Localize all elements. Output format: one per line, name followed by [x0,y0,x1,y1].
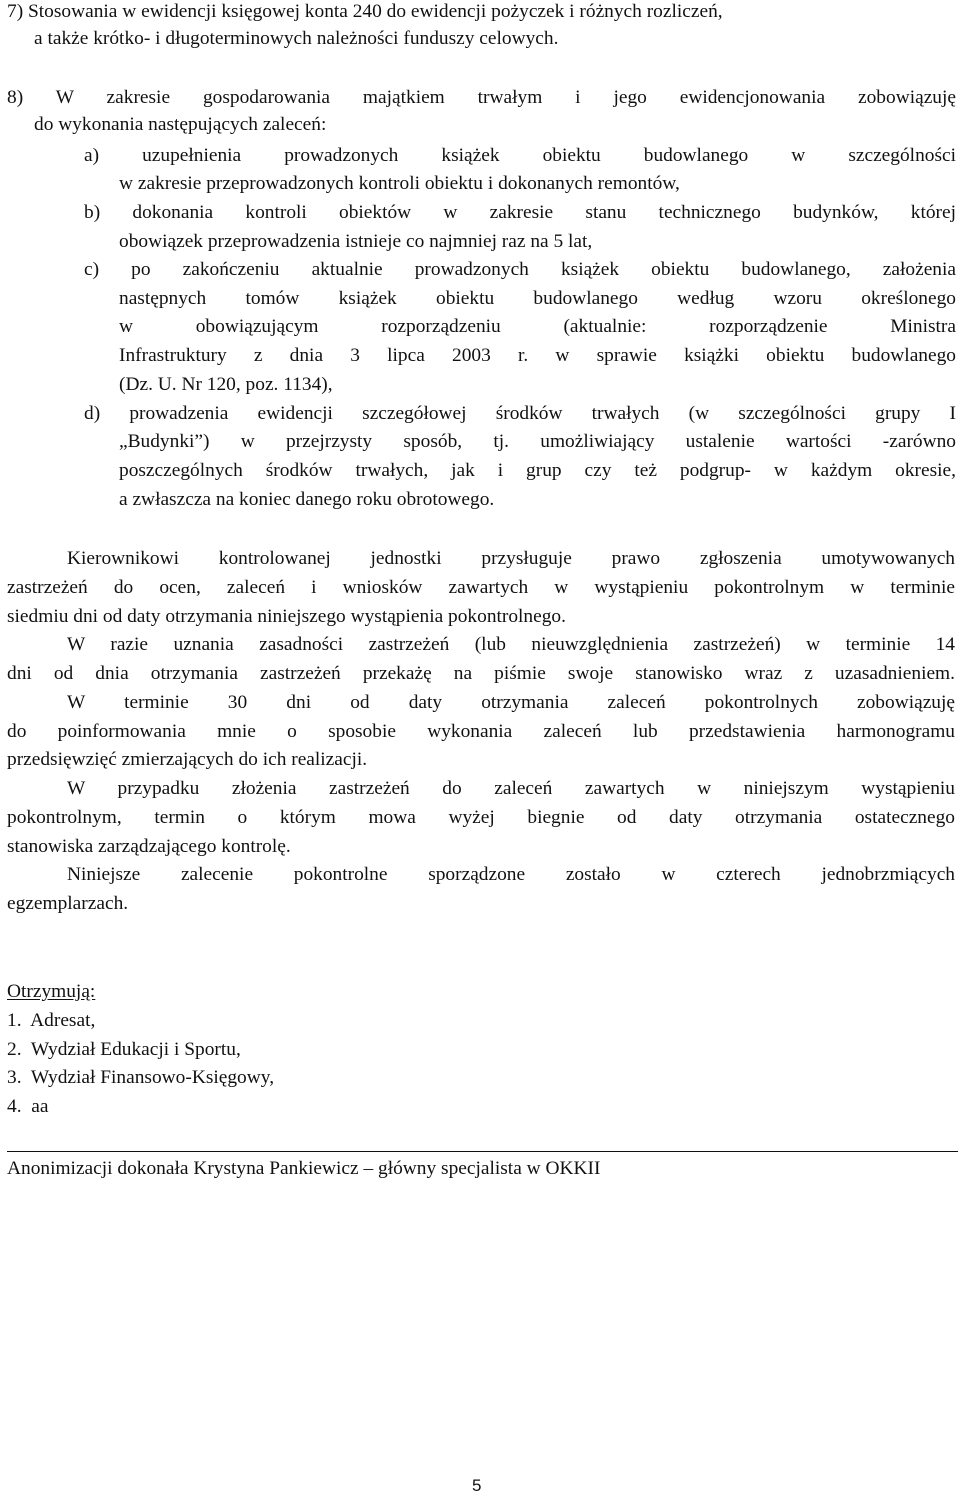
item-8-intro-line-2: do wykonania następujących zaleceń: [34,114,327,135]
recipient-item: 1. Adresat, [7,1010,96,1031]
recipient-item: 4. aa [7,1096,49,1117]
item-8d-line-3: poszczególnych środków trwałych, jak i grup czy też podgrup- w każdym okresie, [119,460,956,481]
item-8a-line-2: w zakresie przeprowadzonych kontroli obiektu i dokonanych remontów, [119,173,680,194]
item-8c-line-4: Infrastruktury z dnia 3 lipca 2003 r. w sprawie książki obiektu budowlanego [119,345,956,366]
recipients-heading: Otrzymują: [7,981,96,1002]
item-8c-line-2: następnych tomów książek obiektu budowlanego według wzoru określonego [119,288,956,309]
paragraph-deadline-line-3: przedsięwzięć zmierzających do ich realizacji. [7,749,368,770]
item-8c-line-5: (Dz. U. Nr 120, poz. 1134), [119,374,333,395]
paragraph-deadline-line-1: W terminie 30 dni od daty otrzymania zaleceń pokontrolnych zobowiązuję [67,692,955,713]
anonymization-note: Anonimizacji dokonała Krystyna Pankiewicz – główny specjalista w OKKII [7,1158,601,1179]
recipient-item: 3. Wydział Finansowo-Księgowy, [7,1067,275,1088]
paragraph-term-line-1: W przypadku złożenia zastrzeżeń do zaleceń zawartych w niniejszym wystąpieniu [67,778,955,799]
item-8a-line-1: a) uzupełnienia prowadzonych książek obiektu budowlanego w szczególności [84,145,956,166]
paragraph-deadline-line-2: do poinformowania mnie o sposobie wykonania zaleceń lub przedstawienia harmonogramu [7,721,955,742]
item-8b-line-1: b) dokonania kontroli obiektów w zakresie stanu technicznego budynków, której [84,202,956,223]
paragraph-objection-right-line-2: zastrzeżeń do ocen, zaleceń i wniosków zawartych w wystąpieniu pokontrolnym w terminie [7,577,955,598]
item-8c-line-3: w obowiązującym rozporządzeniu (aktualnie: rozporządzenie Ministra [119,316,956,337]
paragraph-term-line-3: stanowiska zarządzającego kontrolę. [7,836,291,857]
item-7-line-1: 7) Stosowania w ewidencji księgowej konta 240 do ewidencji pożyczek i różnych rozliczeń, [7,1,723,22]
item-7-line-2: a także krótko- i długoterminowych należności funduszy celowych. [34,28,559,49]
paragraph-copies-line-2: egzemplarzach. [7,893,129,914]
paragraph-objection-right-line-3: siedmiu dni od daty otrzymania niniejszego wystąpienia pokontrolnego. [7,606,566,627]
footer-divider [7,1151,958,1152]
item-8c-line-1: c) po zakończeniu aktualnie prowadzonych książek obiektu budowlanego, założenia [84,259,956,280]
paragraph-copies-line-1: Niniejsze zalecenie pokontrolne sporządzone zostało w czterech jednobrzmiących [67,864,955,885]
page-number: 5 [472,1476,482,1495]
paragraph-objection-right-line-1: Kierownikowi kontrolowanej jednostki przysługuje prawo zgłoszenia umotywowanych [67,548,955,569]
paragraph-objection-decision-line-2: dni od dnia otrzymania zastrzeżeń przekażę na piśmie swoje stanowisko wraz z uzasadnieniem. [7,663,955,684]
item-8d-line-1: d) prowadzenia ewidencji szczegółowej środków trwałych (w szczególności grupy I [84,403,956,424]
item-8-intro-line-1: 8) W zakresie gospodarowania majątkiem trwałym i jego ewidencjonowania zobowiązuję [7,87,956,108]
paragraph-objection-decision-line-1: W razie uznania zasadności zastrzeżeń (lub nieuwzględnienia zastrzeżeń) w terminie 14 [67,634,955,655]
item-8d-line-2: „Budynki”) w przejrzysty sposób, tj. umożliwiający ustalenie wartości -zarówno [119,431,956,452]
recipient-item: 2. Wydział Edukacji i Sportu, [7,1039,241,1060]
paragraph-term-line-2: pokontrolnym, termin o którym mowa wyżej biegnie od daty otrzymania ostatecznego [7,807,955,828]
item-8b-line-2: obowiązek przeprowadzenia istnieje co najmniej raz na 5 lat, [119,231,593,252]
item-8d-line-4: a zwłaszcza na koniec danego roku obrotowego. [119,489,495,510]
